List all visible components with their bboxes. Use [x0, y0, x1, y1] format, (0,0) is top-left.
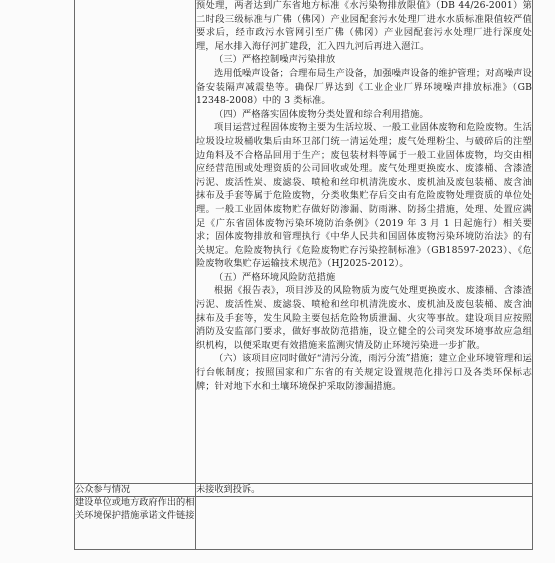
section-heading: （三）严格控制噪声污染排放	[214, 54, 336, 66]
paragraph: （六）该项目应同时做好“清污分流，雨污分流”措施；建立企业环境管理和运行台帐制度；按照国家和广东省的有关规定设置规范化排污口及各类环保标志牌；针对地下水和土壤环境保护采取防渗漏措施。	[196, 353, 532, 392]
public-participation-row	[75, 484, 533, 497]
section-heading: （四）严格落实固体废物分类处置和综合利用措施。	[214, 108, 429, 120]
measures-label-cell	[75, 0, 196, 484]
public-participation-label: 公众参与情况	[75, 484, 196, 497]
paragraph: 预处理，两者达到广东省地方标准《水污染物排放限值》（DB 44/26-2001）第二时段三级标准与广佛（佛冈）产业园配套污水处理厂进水水质标准限值较严值要求后，经市政污水管网引至广佛（佛冈）产业园配套污水处理厂进行深度处理，尾水排入海仔河扩建段，汇入四九河后再进入潖江。	[196, 0, 532, 52]
paragraph: 根据《报告表》，项目涉及的风险物质为废气处理更换废水、废漆桶、含漆渣污泥、废活性炭、废滤袋、喷枪和丝印机清洗废水、废机油及废包装桶、废含油抹布及手套等，发生风险主要包括危险物质泄漏、火灾等事故。建设项目应按照消防及安监部门要求，做好事故防范措施，设立健全的公司突发环境事故应急组织机构，以便采取更有效措施来监测灾情及防止环境污染进一步扩散。	[196, 285, 532, 351]
measures-row	[75, 0, 533, 484]
commitment-link-value	[196, 497, 533, 550]
approval-table	[74, 0, 533, 550]
commitment-link-row	[75, 497, 533, 550]
paragraph: 项目运营过程固体废物主要为生活垃圾、一般工业固体废物和危险废物。生活垃圾设垃圾桶收集后由环卫部门统一清运处理；废气处理粉尘、与破碎后的注塑边角料及不合格品回用于生产；废包装材料等属于一般工业固体废物，均交由相应经营范围或处理资质的公司回收或处理。废气处理更换废水、废漆桶、含漆渣污泥、废活性炭、废滤袋、喷枪和丝印机清洗废水、废机油及废包装桶、废含油抹布及手套等属于危险废物，分类收集贮存后交由有危险废物处理资质的单位处理。一般工业固体废物贮存做好防渗漏、防雨淋、防扬尘措施，处理、处置应满足《广东省固体废物污染环境防治条例》（2019 年 3 月 1 日起施行）相关要求；固体废物排放和管理执行《中华人民共和国固体废物污染环境防治法》的有关规定。危险废物执行《危险废物贮存污染控制标准》（GB18597-2023）、《危险废物收集贮存运输技术规范》（HJ2025-2012）。	[196, 122, 532, 270]
measures-content	[196, 0, 533, 484]
commitment-link-label: 建设单位或地方政府作出的相关环境保护措施承诺文件链接	[75, 497, 196, 550]
public-participation-value: 未接收到投诉。	[196, 484, 533, 497]
paragraph: 选用低噪声设备；合理布局生产设备，加强噪声设备的维护管理；对高噪声设备安装隔声减震垫等。确保厂界达到《工业企业厂界环境噪声排放标准》（GB 12348-2008）中的 3 类标准。	[196, 67, 532, 107]
section-heading: （五）严格环境风险防范措施	[214, 271, 336, 283]
